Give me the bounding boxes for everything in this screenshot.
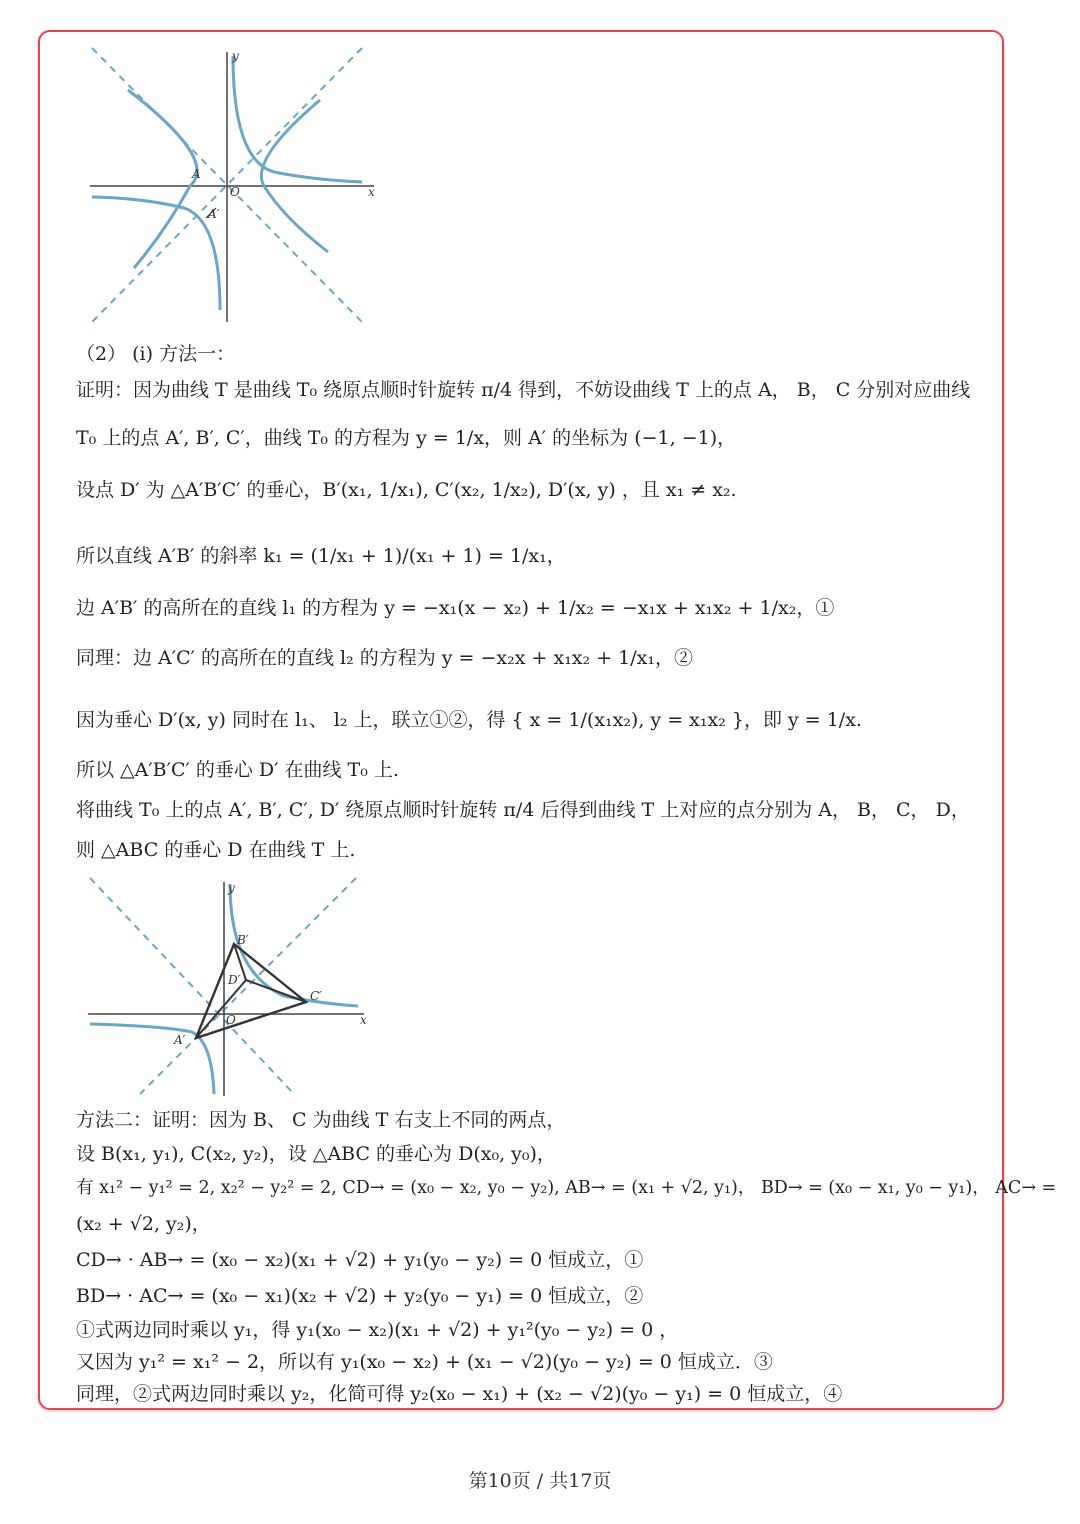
fig1-label-y: y bbox=[232, 49, 239, 63]
line-16: CD→ · AB→ = (x₀ − x₂)(x₁ + √2) + y₁(y₀ − y₂) = 0 恒成立，① bbox=[76, 1249, 644, 1271]
fig1-label-x: x bbox=[368, 185, 375, 199]
line-1: （2） (i) 方法一： bbox=[76, 343, 236, 365]
line-8: 因为垂心 D′(x, y) 同时在 l₁、 l₂ 上，联立①②，得 { x = 1/(x₁x₂), y = x₁x₂ }，即 y = 1/x. bbox=[76, 709, 862, 731]
line-18: ①式两边同时乘以 y₁，得 y₁(x₀ − x₂)(x₁ + √2) + y₁²(y₀ − y₂) = 0 ， bbox=[76, 1319, 679, 1341]
line-5: 所以直线 A′B′ 的斜率 k₁ = (1/x₁ + 1)/(x₁ + 1) = 1/x₁， bbox=[76, 545, 566, 567]
fig1-label-O: O bbox=[230, 185, 240, 199]
figure-2-triangle bbox=[84, 872, 374, 1102]
fig2-label-B-prime: B′ bbox=[237, 933, 249, 947]
line-7: 同理：边 A′C′ 的高所在的直线 l₂ 的方程为 y = −x₂x + x₁x₂ + 1/x₁，② bbox=[76, 647, 693, 669]
line-6: 边 A′B′ 的高所在的直线 l₁ 的方程为 y = −x₁(x − x₂) + 1/x₂ = −x₁x + x₁x₂ + 1/x₂，① bbox=[76, 597, 835, 619]
line-2: 证明：因为曲线 T 是曲线 T₀ 绕原点顺时针旋转 π/4 得到，不妨设曲线 T 上的点 A， B， C 分别对应曲线 bbox=[76, 379, 971, 401]
line-13: 设 B(x₁, y₁), C(x₂, y₂)，设 △ABC 的垂心为 D(x₀, y₀)， bbox=[76, 1143, 556, 1165]
fig2-label-x: x bbox=[360, 1013, 367, 1027]
line-20: 同理，②式两边同时乘以 y₂，化简可得 y₂(x₀ − x₁) + (x₂ − √2)(y₀ − y₁) = 0 恒成立，④ bbox=[76, 1383, 843, 1405]
line-10: 将曲线 T₀ 上的点 A′, B′, C′, D′ 绕原点顺时针旋转 π/4 后得到曲线 T 上对应的点分别为 A， B， C， D， bbox=[76, 799, 970, 821]
fig1-label-A: A bbox=[192, 167, 201, 181]
line-17: BD→ · AC→ = (x₀ − x₁)(x₂ + √2) + y₂(y₀ − y₁) = 0 恒成立，② bbox=[76, 1285, 644, 1307]
line-15: (x₂ + √2, y₂)， bbox=[76, 1213, 211, 1235]
fig2-label-O: O bbox=[226, 1013, 236, 1027]
line-19: 又因为 y₁² = x₁² − 2，所以有 y₁(x₀ − x₂) + (x₁ − √2)(y₀ − y₂) = 0 恒成立．③ bbox=[76, 1351, 773, 1373]
fig2-label-y: y bbox=[228, 881, 235, 895]
line-9: 所以 △A′B′C′ 的垂心 D′ 在曲线 T₀ 上. bbox=[76, 759, 399, 781]
line-3: T₀ 上的点 A′, B′, C′，曲线 T₀ 的方程为 y = 1/x，则 A′ 的坐标为 (−1, −1)， bbox=[76, 427, 737, 449]
line-12: 方法二：证明：因为 B、 C 为曲线 T 右支上不同的两点， bbox=[76, 1109, 566, 1131]
line-11: 则 △ABC 的垂心 D 在曲线 T 上. bbox=[76, 839, 356, 861]
fig2-label-C-prime: C′ bbox=[310, 989, 322, 1003]
figure-1-hyperbola bbox=[84, 40, 384, 330]
fig1-label-A-prime: A′ bbox=[208, 207, 220, 221]
page-footer: 第10页 / 共17页 bbox=[468, 1470, 612, 1492]
line-4: 设点 D′ 为 △A′B′C′ 的垂心，B′(x₁, 1/x₁), C′(x₂, 1/x₂), D′(x, y) ，且 x₁ ≠ x₂. bbox=[76, 479, 737, 501]
line-14: 有 x₁² − y₁² = 2, x₂² − y₂² = 2, CD→ = (x₀ − x₂, y₀ − y₂), AB→ = (x₁ + √2, y₁)， BD→ = (x₀ − x₁, y₀ − y₁)， AC→ = bbox=[76, 1178, 1057, 1198]
fig2-label-A-prime: A′ bbox=[174, 1033, 186, 1047]
fig2-label-D-prime: D′ bbox=[228, 973, 241, 987]
